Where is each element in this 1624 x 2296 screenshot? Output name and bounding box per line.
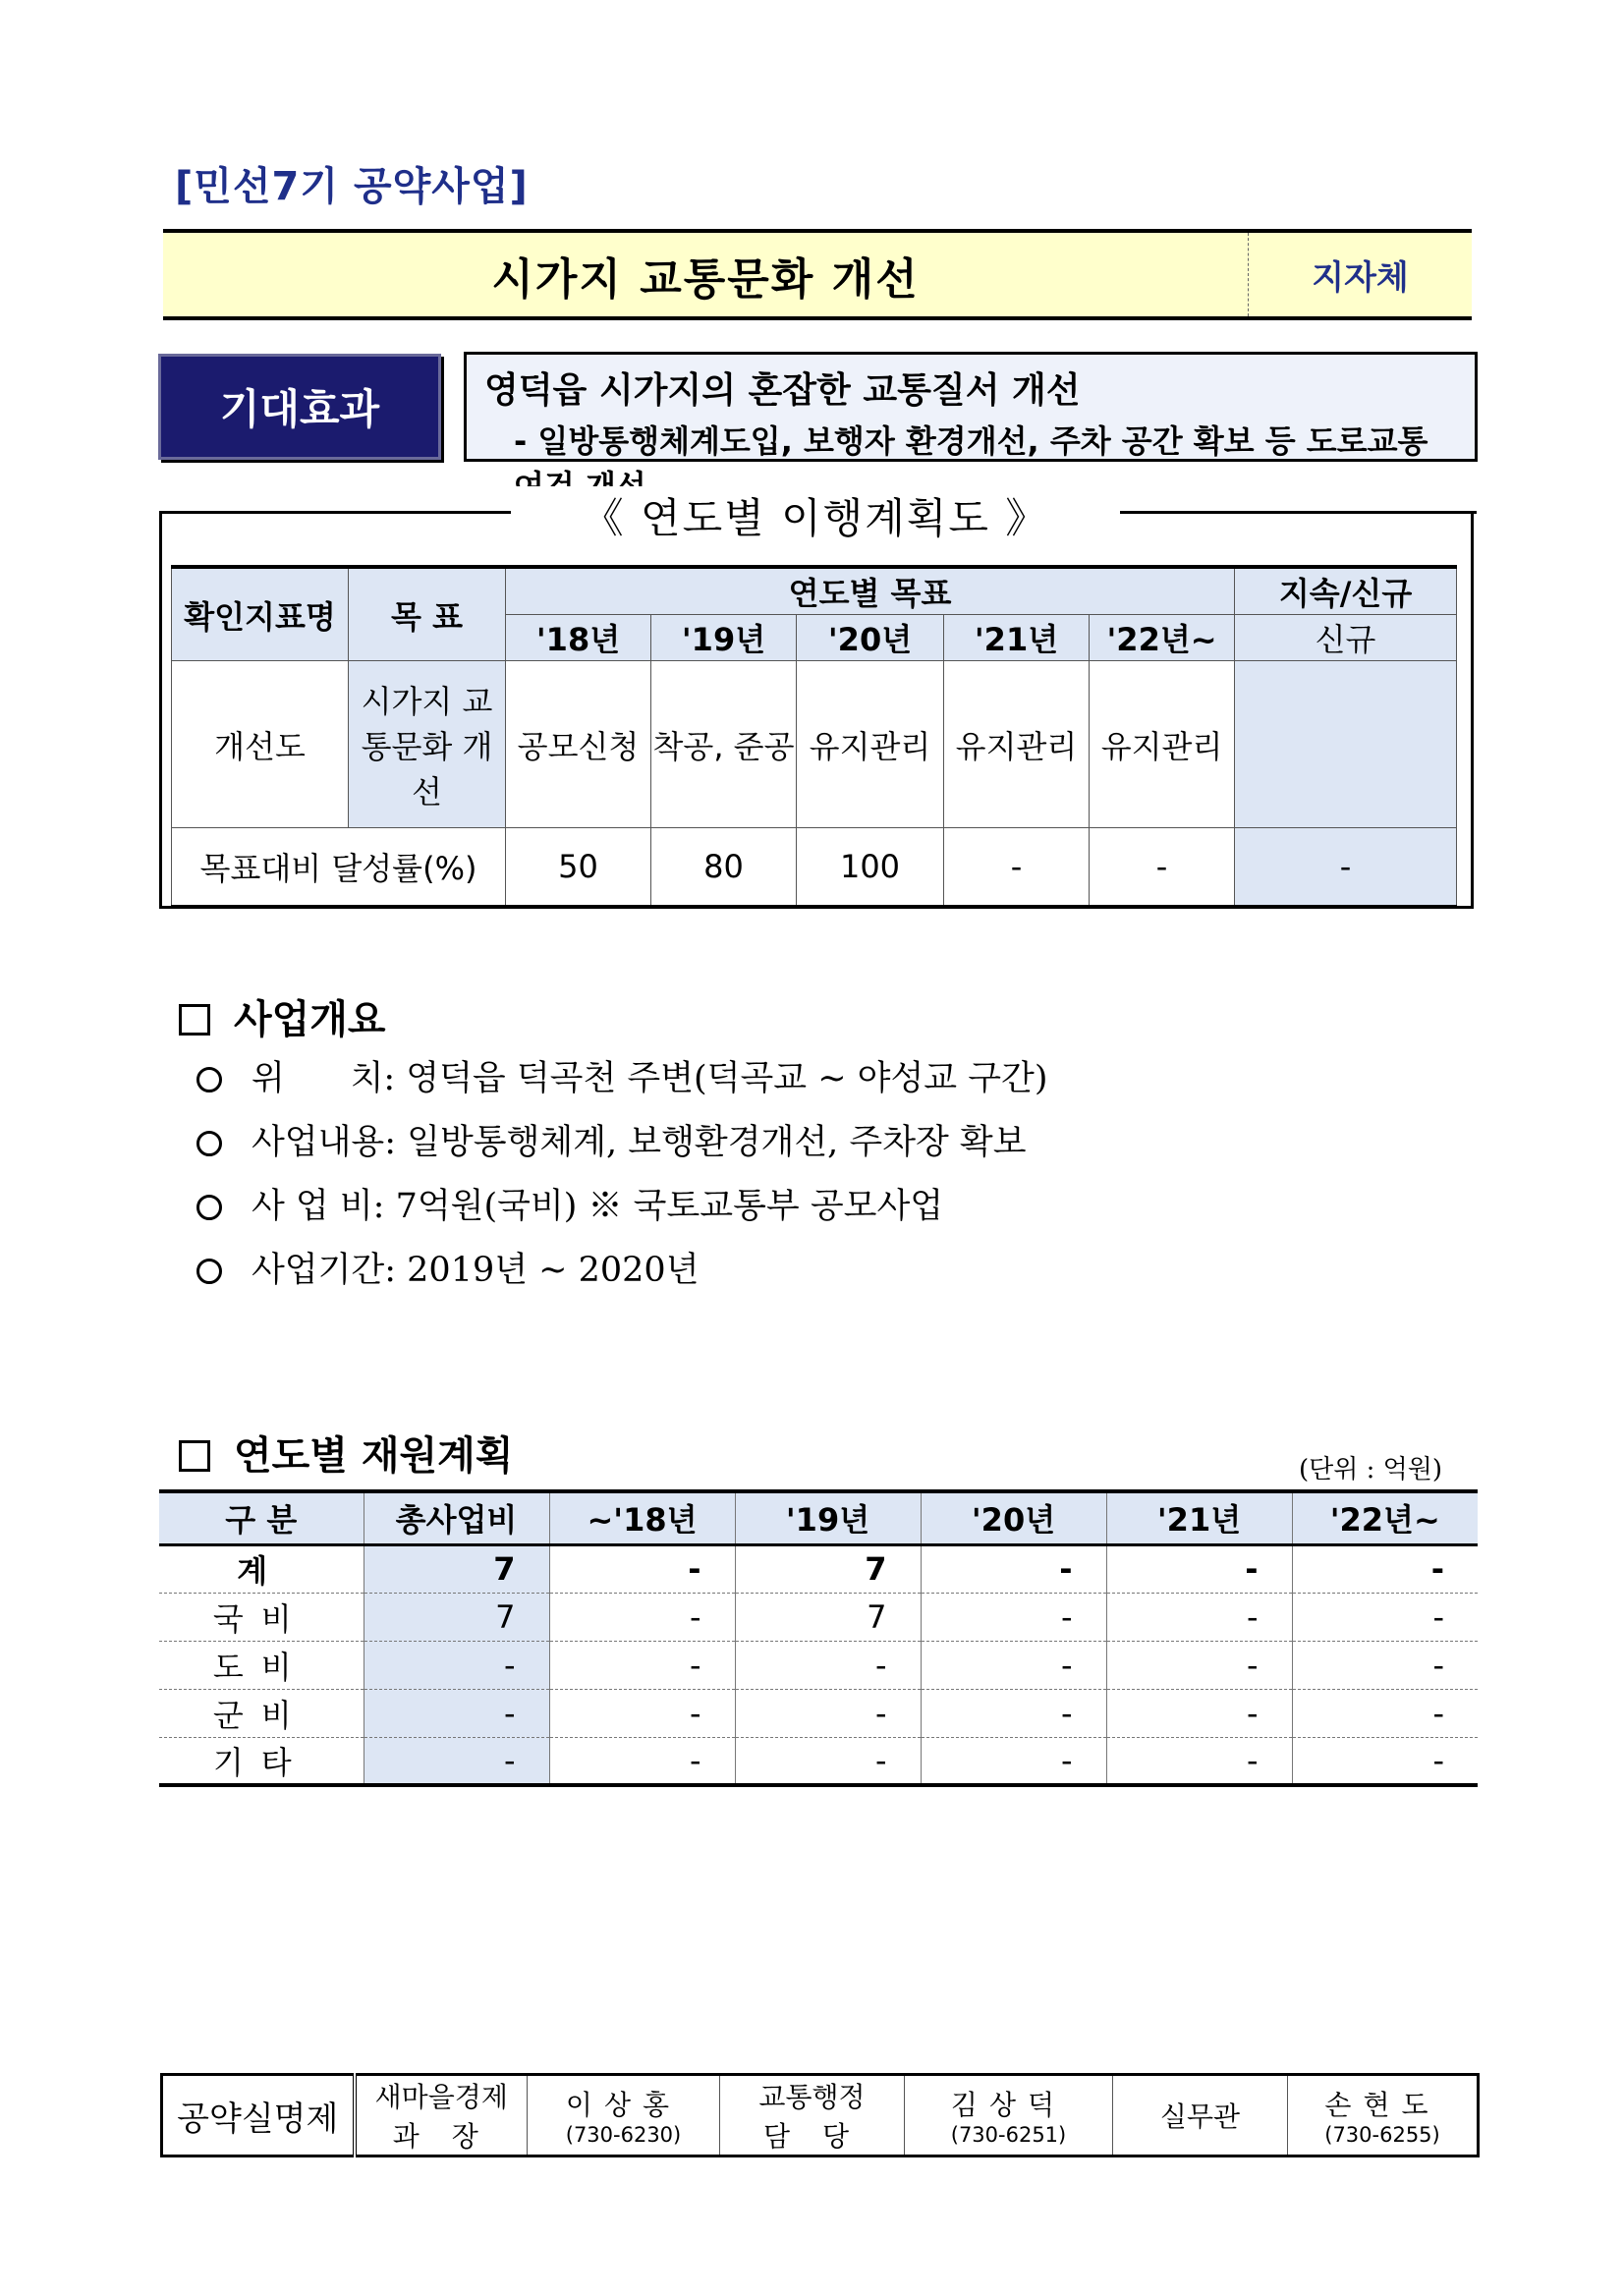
finance-header: '21년	[1106, 1491, 1292, 1544]
rate-label: 목표대비 달성률(%)	[172, 828, 506, 907]
cell: -	[1292, 1737, 1478, 1785]
cell: 7	[735, 1593, 921, 1641]
cell: -	[549, 1593, 735, 1641]
cell: 7	[364, 1593, 549, 1641]
officials-table	[160, 2073, 1480, 2157]
role-title: 교통행정 담 당	[720, 2075, 905, 2156]
indicator-name: 개선도	[172, 661, 349, 828]
table-row	[159, 1544, 1478, 1593]
cell: -	[1292, 1593, 1478, 1641]
year-header: '20년	[797, 615, 944, 661]
table-row	[159, 1641, 1478, 1689]
cell: -	[1292, 1544, 1478, 1593]
status-cell	[1235, 661, 1457, 828]
year-header: '21년	[944, 615, 1090, 661]
cell: -	[549, 1641, 735, 1689]
rate-value: 80	[651, 828, 797, 907]
unit-note: (단위 : 억원)	[1299, 1455, 1443, 1484]
checkbox-square-icon	[179, 1440, 210, 1472]
finance-header: '20년	[921, 1491, 1106, 1544]
finance-heading: 연도별 재원계획	[179, 1425, 513, 1481]
row-label: 기타	[159, 1737, 364, 1785]
year-header: '22년~	[1090, 615, 1235, 661]
plan-title: 《 연도별 이행계획도 》	[511, 486, 1120, 545]
pledge-tag: [민선7기 공약사업]	[175, 164, 529, 209]
official-name: 이상홍 (730-6230)	[528, 2075, 720, 2156]
cell: -	[1292, 1641, 1478, 1689]
finance-header: ~'18년	[549, 1491, 735, 1544]
year-header: '19년	[651, 615, 797, 661]
effect-line-1: 영덕읍 시가지의 혼잡한 교통질서 개선	[484, 370, 1081, 411]
cell: -	[549, 1689, 735, 1737]
cell: -	[1106, 1737, 1292, 1785]
cell: -	[1106, 1593, 1292, 1641]
overview-item: 위 치: 영덕읍 덕곡천 주변(덕곡교 ~ 야성교 구간)	[196, 1051, 1048, 1100]
status-header: 지속/신규	[1235, 567, 1457, 615]
year-header: '18년	[506, 615, 651, 661]
finance-header: '19년	[735, 1491, 921, 1544]
year-goal: 유지관리	[1090, 661, 1235, 828]
cell: -	[921, 1593, 1106, 1641]
circle-bullet-icon	[196, 1259, 222, 1284]
status-value: 신규	[1235, 615, 1457, 661]
cell: -	[735, 1737, 921, 1785]
agency-label: 지자체	[1248, 233, 1472, 316]
official-name: 손현도 (730-6255)	[1324, 2089, 1440, 2147]
rate-status: -	[1235, 828, 1457, 907]
overview-item: 사 업 비: 7억원(국비) ※ 국토교통부 공모사업	[196, 1179, 943, 1228]
overview-item: 사업내용: 일방통행체계, 보행환경개선, 주차장 확보	[196, 1115, 1027, 1164]
cell: -	[735, 1641, 921, 1689]
finance-header: 총사업비	[364, 1491, 549, 1544]
officials-label: 공약실명제	[162, 2075, 355, 2156]
table-row	[159, 1737, 1478, 1785]
cell: -	[921, 1641, 1106, 1689]
rate-value: -	[944, 828, 1090, 907]
goal-header: 목 표	[349, 567, 506, 661]
cell: -	[921, 1689, 1106, 1737]
finance-header: '22년~	[1292, 1491, 1478, 1544]
plan-table	[171, 565, 1457, 909]
year-goal: 유지관리	[797, 661, 944, 828]
cell: -	[1106, 1544, 1292, 1593]
rate-value: -	[1090, 828, 1235, 907]
cell: 7	[735, 1544, 921, 1593]
cell: -	[549, 1544, 735, 1593]
title-bar	[163, 229, 1472, 320]
overview-item: 사업기간: 2019년 ~ 2020년	[196, 1243, 700, 1292]
year-goal: 유지관리	[944, 661, 1090, 828]
table-row	[159, 1689, 1478, 1737]
cell: -	[364, 1689, 549, 1737]
rate-value: 50	[506, 828, 651, 907]
goal-text: 시가지 교통문화 개선	[349, 661, 506, 828]
page-title: 시가지 교통문화 개선	[491, 253, 920, 305]
row-label: 군비	[159, 1689, 364, 1737]
cell: -	[1292, 1689, 1478, 1737]
table-row	[159, 1593, 1478, 1641]
rate-value: 100	[797, 828, 944, 907]
year-goal: 공모신청	[506, 661, 651, 828]
circle-bullet-icon	[196, 1131, 222, 1156]
effect-line-2: - 일방통행체계도입, 보행자 환경개선, 주차 공간 확보 등 도로교통	[514, 422, 1428, 460]
overview-heading: 사업개요	[179, 988, 386, 1044]
circle-bullet-icon	[196, 1067, 222, 1092]
cell: 7	[364, 1544, 549, 1593]
cell: -	[1106, 1641, 1292, 1689]
role-title: 새마을경제 과 장	[355, 2075, 528, 2156]
row-label: 도비	[159, 1641, 364, 1689]
finance-table	[159, 1489, 1478, 1787]
cell: -	[921, 1544, 1106, 1593]
official-name: 김상덕 (730-6251)	[905, 2075, 1113, 2156]
indicator-header: 확인지표명	[172, 567, 349, 661]
year-goal: 착공, 준공	[651, 661, 797, 828]
expected-effect-box	[464, 352, 1478, 462]
expected-effect-label: 기대효과	[158, 354, 441, 460]
cell: -	[1106, 1689, 1292, 1737]
yearly-goal-header: 연도별 목표	[506, 567, 1235, 615]
cell: -	[549, 1737, 735, 1785]
finance-header: 구 분	[159, 1491, 364, 1544]
cell: -	[921, 1737, 1106, 1785]
role-title: 실무관	[1113, 2075, 1288, 2156]
row-label: 계	[159, 1544, 364, 1593]
cell: -	[364, 1737, 549, 1785]
cell: -	[364, 1641, 549, 1689]
row-label: 국비	[159, 1593, 364, 1641]
checkbox-square-icon	[179, 1004, 210, 1036]
circle-bullet-icon	[196, 1195, 222, 1220]
cell: -	[735, 1689, 921, 1737]
